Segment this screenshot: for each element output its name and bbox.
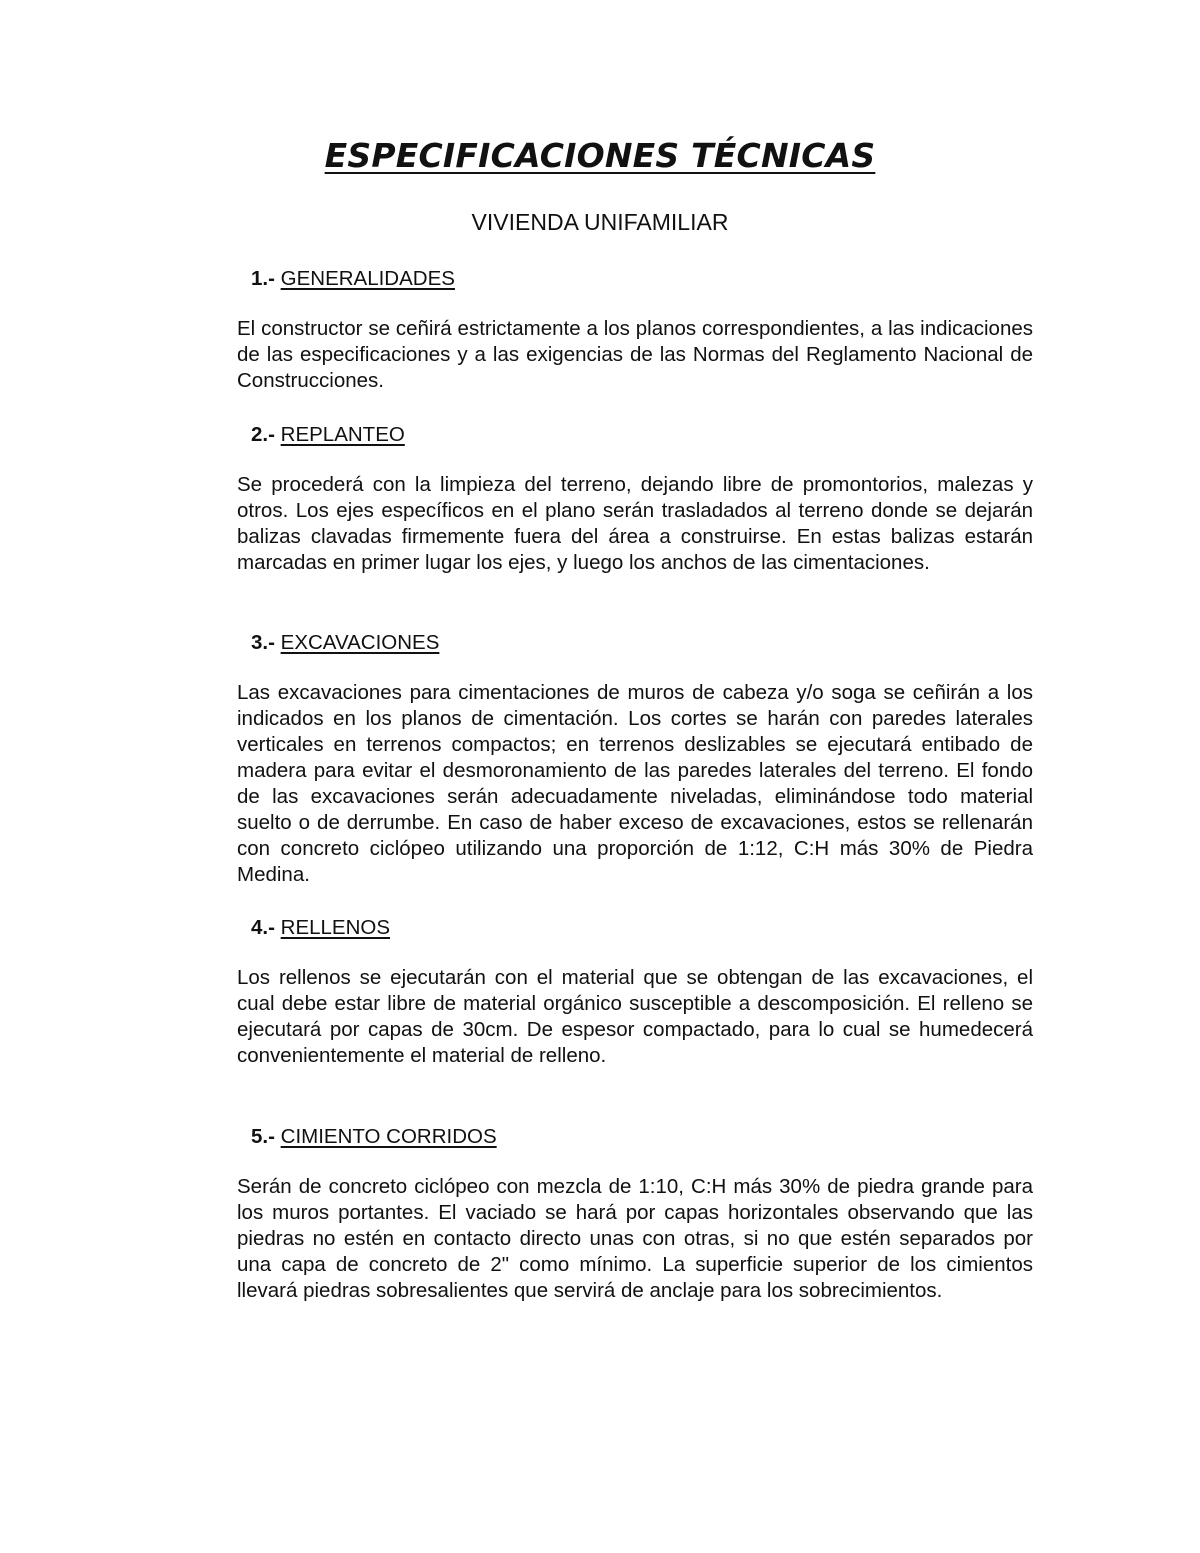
- section-number: 2.-: [251, 423, 275, 446]
- section-heading: [251, 915, 1033, 941]
- section-number: 5.-: [251, 1125, 275, 1148]
- section-body: Las excavaciones para cimentaciones de muros de cabeza y/o soga se ceñirán a los indicados en los planos de cimentación. Los cortes se harán con paredes laterales verticales en terrenos compactos; en terrenos deslizables se ejecutará entibado de madera para evitar el desmoronamiento de las paredes laterales del terreno. El fondo de las excavaciones serán adecuadamente niveladas, eliminándose todo material suelto o de derrumbe. En caso de haber exceso de excavaciones, estos se rellenarán con concreto ciclópeo utilizando una proporción de 1:12, C:H más 30% de Piedra Medina.: [237, 681, 1033, 886]
- section-heading: [251, 1124, 1033, 1150]
- section-body: El constructor se ceñirá estrictamente a los planos correspondientes, a las indicaciones de las especificaciones y a las exigencias de las Normas del Reglamento Nacional de Construcciones.: [237, 317, 1033, 392]
- section-heading-text: RELLENOS: [280, 916, 391, 939]
- section-heading: [251, 630, 1033, 656]
- section-number: 3.-: [251, 631, 275, 654]
- section-generalidades: [237, 266, 1033, 394]
- section-heading: [251, 422, 1033, 448]
- section-heading-text: EXCAVACIONES: [280, 631, 440, 654]
- section-heading-text: GENERALIDADES: [280, 267, 455, 290]
- section-number: 4.-: [251, 916, 275, 939]
- section-replanteo: [237, 422, 1033, 576]
- section-excavaciones: [237, 630, 1033, 888]
- document-subtitle: VIVIENDA UNIFAMILIAR: [471, 209, 729, 235]
- section-heading: [251, 266, 1033, 292]
- section-number: 1.-: [251, 267, 275, 290]
- section-heading-text: CIMIENTO CORRIDOS: [280, 1125, 497, 1148]
- section-body: Serán de concreto ciclópeo con mezcla de 1:10, C:H más 30% de piedra grande para los muros portantes. El vaciado se hará por capas horizontales observando que las piedras no estén en contacto directo unas con otras, si no que estén separados por una capa de concreto de 2" como mínimo. La superficie superior de los cimientos llevará piedras sobresalientes que servirá de anclaje para los sobrecimientos.: [237, 1175, 1033, 1302]
- section-body: Se procederá con la limpieza del terreno, dejando libre de promontorios, malezas y otros. Los ejes específicos en el plano serán trasladados al terreno donde se dejarán balizas clavadas firmemente fuera del área a construirse. En estas balizas estarán marcadas en primer lugar los ejes, y luego los anchos de las cimentaciones.: [237, 473, 1033, 574]
- document-title: ESPECIFICACIONES TÉCNICAS: [324, 136, 876, 175]
- section-cimiento-corridos: [237, 1124, 1033, 1304]
- section-heading-text: REPLANTEO: [280, 423, 405, 446]
- section-rellenos: [237, 915, 1033, 1069]
- section-body: Los rellenos se ejecutarán con el material que se obtengan de las excavaciones, el cual debe estar libre de material orgánico susceptible a descomposición. El relleno se ejecutará por capas de 30cm. De espesor compactado, para lo cual se humedecerá convenientemente el material de relleno.: [237, 966, 1033, 1067]
